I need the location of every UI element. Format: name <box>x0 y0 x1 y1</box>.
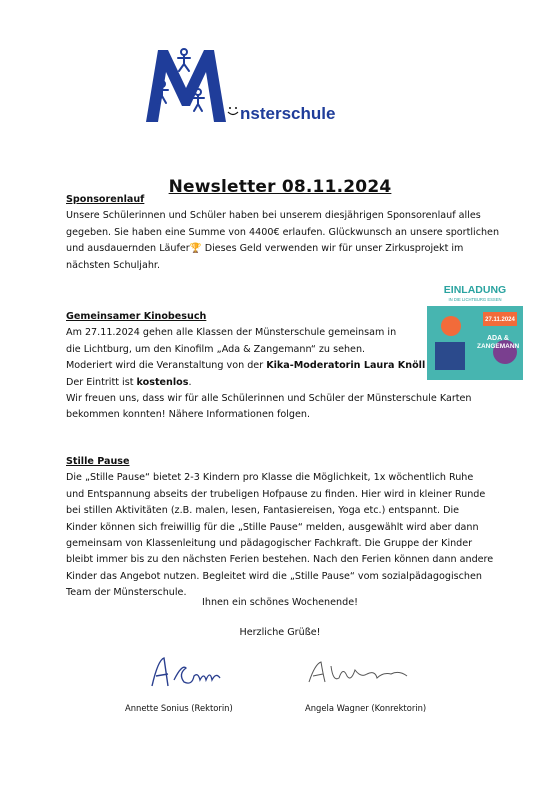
paragraph-line: und ausdauernden Läufer🏆 Dieses Geld verwenden wir für unser Zirkusprojekt im <box>66 243 464 255</box>
moderator-name: Kika-Moderatorin Laura Knöll <box>266 360 426 372</box>
invitation-flyer-image <box>425 282 525 382</box>
smiley-icon <box>226 104 240 118</box>
paragraph-line: gemeinsam von Klassenleitung und pädagogischer Fachkraft. Die Gruppe der Kinder <box>66 538 473 550</box>
paragraph-line: nächsten Schuljahr. <box>66 259 161 271</box>
paragraph-line: Wir freuen uns, dass wir für alle Schülerinnen und Schüler der Münsterschule Karten <box>66 393 472 405</box>
paragraph-line: gegeben. Sie haben eine Summe von 4400€ erlaufen. Glückwunsch an unsere sportlichen <box>66 226 500 238</box>
section-heading: Stille Pause <box>66 456 130 467</box>
signature-wagner <box>305 652 415 692</box>
invitation-date: 27.11.2024 <box>485 317 515 323</box>
paragraph-line: Der Eintritt ist kostenlos. <box>66 376 192 388</box>
paragraph-line: die Lichtburg, um den Kinofilm „Ada & Zangemann“ zu sehen. <box>66 343 366 355</box>
paragraph-line: Die „Stille Pause“ bietet 2-3 Kindern pro Klasse die Möglichkeit, 1x wöchentlich Ruhe <box>66 472 474 484</box>
section-stille-pause <box>66 454 494 602</box>
paragraph-line: bei stillen Aktivitäten (z.B. malen, lesen, Fantasiereisen, Yoga etc.) entspannt. Die <box>66 505 460 517</box>
newsletter-title: Newsletter 08.11.2024 <box>168 177 392 197</box>
invitation-subtitle: IN DIE LICHTBURG ESSEN <box>448 297 502 302</box>
paragraph-line: und Entspannung abseits der trubeligen Hofpause zu finden. Hier wird in kleiner Runde <box>66 488 486 500</box>
school-name: nsterschule <box>240 104 336 123</box>
invitation-title: EINLADUNG <box>443 284 507 296</box>
film-title-2: ZANGEMANN <box>477 343 520 350</box>
closing-greeting: Herzliche Grüße! <box>239 627 321 638</box>
section-heading: Gemeinsamer Kinobesuch <box>66 311 207 322</box>
section-sponsorenlauf <box>66 192 500 274</box>
signature-name-rektorin: Annette Sonius (Rektorin) <box>125 703 233 713</box>
paragraph-line: Unsere Schülerinnen und Schüler haben bei unserem diesjährigen Sponsorenlauf alles <box>66 210 481 222</box>
paragraph-line: Kinder können sich freiwillig für die „Stille Pause“ melden, ausgewählt wird aber dann <box>66 521 479 533</box>
paragraph-line: Moderiert wird die Veranstaltung von der Kika-Moderatorin Laura Knöll <box>66 360 426 372</box>
free-entry: kostenlos <box>136 376 189 388</box>
paragraph-line: bekommen konnten! Nähere Informationen folgen. <box>66 409 311 421</box>
signature-name-konrektorin: Angela Wagner (Konrektorin) <box>305 703 427 713</box>
film-title-1: ADA & <box>487 335 509 342</box>
school-logo <box>140 44 240 124</box>
closing-weekend: Ihnen ein schönes Wochenende! <box>202 597 358 608</box>
paragraph-line: Kinder das Angebot nutzen. Begleitet wird die „Stille Pause“ vom sozialpädagogischen <box>66 570 482 582</box>
section-heading: Sponsorenlauf <box>66 194 145 205</box>
signature-sonius <box>148 652 228 692</box>
paragraph-line: bleibt immer bis zu den nächsten Ferien bestehen. Nach den Ferien können dann andere <box>66 554 494 566</box>
paragraph-line: Team der Münsterschule. <box>66 587 187 599</box>
paragraph-line: Am 27.11.2024 gehen alle Klassen der Münsterschule gemeinsam in <box>66 327 397 339</box>
